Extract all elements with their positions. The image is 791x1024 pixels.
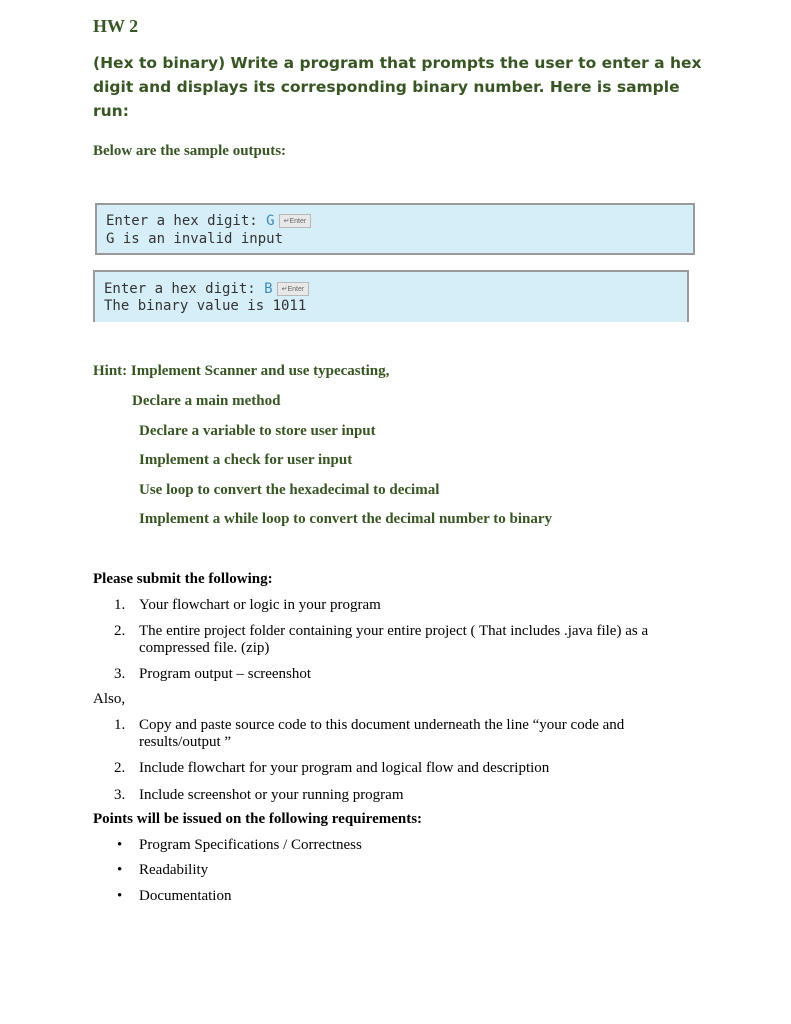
console-prompt-line (106, 213, 311, 229)
list-text: Readability (139, 862, 209, 878)
hint-step: Declare a variable to store user input (139, 423, 376, 439)
hint-heading: Hint: Implement Scanner and use typecasting, (93, 363, 390, 379)
list-text: Documentation (139, 888, 232, 904)
console-output: The binary value is 1011 (104, 298, 307, 314)
points-heading: Points will be issued on the following requirements: (93, 811, 423, 827)
bullet-icon: • (117, 862, 123, 878)
also-label: Also, (93, 691, 126, 707)
sample-output-valid (93, 270, 689, 322)
enter-key-icon: ↵Enter (277, 282, 310, 296)
hint-step: Implement a check for user input (139, 452, 353, 468)
list-number: 3. (114, 666, 126, 682)
list-number: 1. (114, 717, 126, 733)
question-text: (Hex to binary) Write a program that prompts the user to enter a hex digit and displays its corresponding binary number. Here is sample run: (93, 54, 702, 120)
list-text: Program output – screenshot (139, 666, 312, 682)
list-text: Your flowchart or logic in your program (139, 597, 381, 613)
list-text: Include screenshot or your running program (139, 787, 404, 803)
bullet-icon: • (117, 837, 123, 853)
console-input: G (266, 213, 275, 229)
enter-key-icon: ↵Enter (279, 214, 312, 228)
list-text: Include flowchart for your program and logical flow and description (139, 760, 550, 776)
sample-output-invalid (95, 203, 695, 255)
console-input: B (264, 281, 273, 297)
list-number: 3. (114, 787, 126, 803)
list-number: 2. (114, 760, 126, 776)
hint-step: Implement a while loop to convert the decimal number to binary (139, 511, 553, 527)
sample-heading: Below are the sample outputs: (93, 143, 287, 159)
console-prompt: Enter a hex digit: (106, 213, 267, 229)
list-text: The entire project folder containing your entire project ( That includes .java file) as a compressed file. (zip) (139, 623, 649, 656)
page-title: HW 2 (93, 16, 139, 36)
list-text: Copy and paste source code to this document underneath the line “your code and results/output ” (139, 717, 625, 750)
console-prompt: Enter a hex digit: (104, 281, 265, 297)
bullet-icon: • (117, 888, 123, 904)
list-number: 2. (114, 623, 126, 639)
hint-step: Use loop to convert the hexadecimal to decimal (139, 482, 440, 498)
list-text: Program Specifications / Correctness (139, 837, 362, 853)
list-number: 1. (114, 597, 126, 613)
console-output: G is an invalid input (106, 231, 284, 247)
submit-heading: Please submit the following: (93, 571, 273, 587)
console-prompt-line (104, 281, 309, 297)
hint-step: Declare a main method (132, 393, 281, 409)
